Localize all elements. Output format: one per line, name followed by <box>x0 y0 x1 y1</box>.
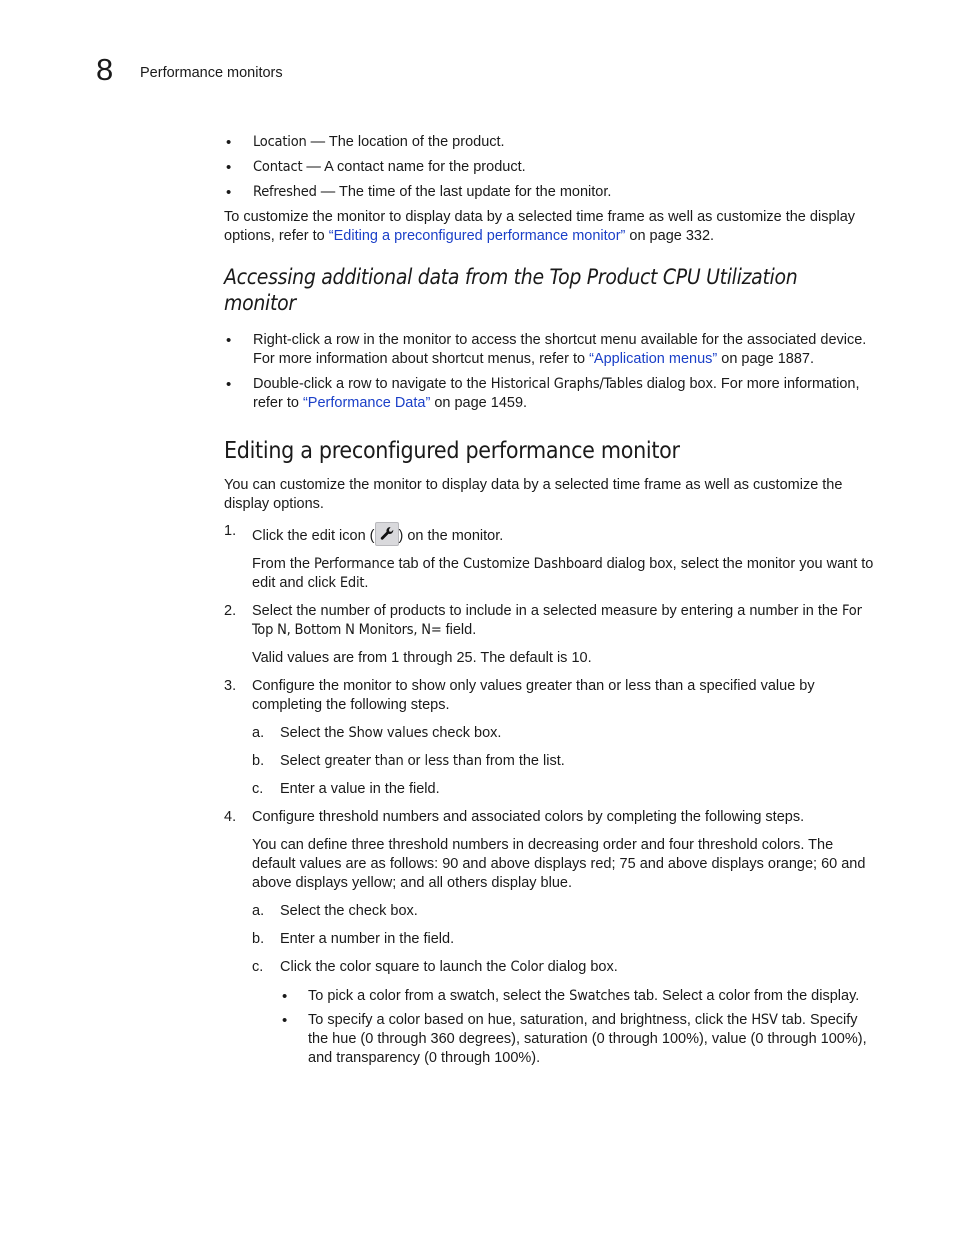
term: Contact <box>253 159 303 175</box>
term: Performance <box>314 556 395 572</box>
item-text: Double-click a row to navigate to the <box>253 376 491 392</box>
item-text: on page 1459. <box>430 395 528 411</box>
step-1 <box>224 522 874 546</box>
step-text: Select the number of products to include in a selected measure by entering a number in the <box>252 603 843 619</box>
list-item <box>224 183 874 202</box>
term: Swatches <box>569 988 630 1004</box>
item-text: The location of the product. <box>328 134 505 150</box>
step-2-note: Valid values are from 1 through 25. The default is 10. <box>252 650 592 666</box>
substep-text: Enter a value in the field. <box>280 781 440 797</box>
list-item <box>224 133 874 152</box>
wrench-icon <box>375 522 399 546</box>
term: Color <box>510 959 544 975</box>
term: Show values <box>348 725 429 741</box>
step-number: 3. <box>224 678 237 694</box>
step-4 <box>224 808 874 827</box>
performance-data-link[interactable]: “Performance Data” <box>302 395 431 411</box>
substep-letter: a. <box>252 903 265 919</box>
step-text: Configure threshold numbers and associated colors by completing the following steps. <box>252 809 805 825</box>
substep-text: from the list. <box>481 753 565 769</box>
substep <box>224 752 874 771</box>
substep <box>224 902 874 921</box>
intro-paragraph: You can customize the monitor to display data by a selected time frame as well as customize the display options. <box>224 477 843 512</box>
substep-text: check box. <box>428 725 502 741</box>
detail-text: tab of the <box>394 556 463 572</box>
section-heading-editing: Editing a preconfigured performance monitor <box>224 438 680 464</box>
item-text: tab. Select a color from the display. <box>629 988 860 1004</box>
substep-text: Enter a number in the field. <box>280 931 455 947</box>
application-menus-link[interactable]: “Application menus” <box>589 351 718 367</box>
step-text: Configure the monitor to show only values greater than or less than a specified value by completing the following steps. <box>252 678 815 713</box>
term: Refreshed <box>253 184 317 200</box>
substep <box>224 958 874 977</box>
substep-letter: b. <box>252 931 265 947</box>
term: HSV <box>751 1012 778 1028</box>
separator: — <box>306 134 329 150</box>
item-text: The time of the last update for the monitor. <box>338 184 612 200</box>
substep-text: dialog box. <box>543 959 618 975</box>
term: Customize Dashboard <box>462 556 603 572</box>
substep-text: Select the <box>280 725 349 741</box>
term: Historical Graphs/Tables <box>490 376 643 392</box>
customize-paragraph <box>224 208 874 246</box>
item-text: Right-click a row in the monitor to access the shortcut menu available for the associated device. For more information about shortcut menus, refer to <box>253 332 867 367</box>
step-number: 1. <box>224 523 237 539</box>
section-heading: Accessing additional data from the Top Product CPU Utilization monitor <box>224 265 798 315</box>
detail-text: dialog box, select the monitor you want to edit and click <box>252 556 874 591</box>
substep-text: Select <box>280 753 325 769</box>
item-text: To specify a color based on hue, saturation, and brightness, click the <box>308 1012 752 1028</box>
term: For Top N, Bottom N Monitors, N= <box>252 603 862 638</box>
chapter-title: Performance monitors <box>140 65 283 81</box>
list-item <box>224 987 874 1006</box>
para-text: To customize the monitor to display data by a selected time frame as well as customize the display options, refer to <box>224 209 856 244</box>
item-text: To pick a color from a swatch, select the <box>308 988 570 1004</box>
step-text: field. <box>441 622 477 638</box>
separator: — <box>302 159 325 175</box>
substep-letter: b. <box>252 753 265 769</box>
para-text: on page 332. <box>625 228 715 244</box>
step-3 <box>224 677 874 715</box>
item-text: on page 1887. <box>717 351 814 367</box>
substep-letter: a. <box>252 725 265 741</box>
item-text: A contact name for the product. <box>324 159 526 175</box>
detail-text: . <box>364 575 369 591</box>
substep-text: or <box>403 753 425 769</box>
editing-monitor-link[interactable]: “Editing a preconfigured performance monitor” <box>328 228 626 244</box>
substep-letter: c. <box>252 959 264 975</box>
step-1-detail <box>224 555 874 593</box>
substep-text: Click the color square to launch the <box>280 959 511 975</box>
step-2 <box>224 602 874 640</box>
page-content <box>224 133 874 1068</box>
item-text: dialog box. For more information, refer to <box>253 376 860 411</box>
substep <box>224 930 874 949</box>
step-number: 4. <box>224 809 237 825</box>
step-number: 2. <box>224 603 237 619</box>
substep <box>224 724 874 743</box>
term: Edit <box>339 575 365 591</box>
list-item <box>224 331 874 369</box>
substep <box>224 780 874 799</box>
step-text: Click the edit icon ( <box>252 528 375 544</box>
chapter-number: 8 <box>96 52 114 87</box>
step-text: ) on the monitor. <box>398 528 504 544</box>
item-text: tab. Specify the hue (0 through 360 degrees), saturation (0 through 100%), value (0 through 100%), and transparency (0 through 100%). <box>308 1012 867 1066</box>
detail-text: From the <box>252 556 315 572</box>
list-item <box>224 375 874 413</box>
step-4-note: You can define three threshold numbers in decreasing order and four threshold colors. The default values are as follows: 90 and above displays red; 75 and above displays orange; 60 and above displays yellow; and all others display blue. <box>252 837 866 891</box>
list-item <box>224 158 874 177</box>
substep-letter: c. <box>252 781 264 797</box>
list-item <box>224 1011 874 1068</box>
term: less than <box>424 753 482 769</box>
separator: — <box>316 184 339 200</box>
term: Location <box>253 134 307 150</box>
term: greater than <box>324 753 404 769</box>
substep-text: Select the check box. <box>280 903 418 919</box>
